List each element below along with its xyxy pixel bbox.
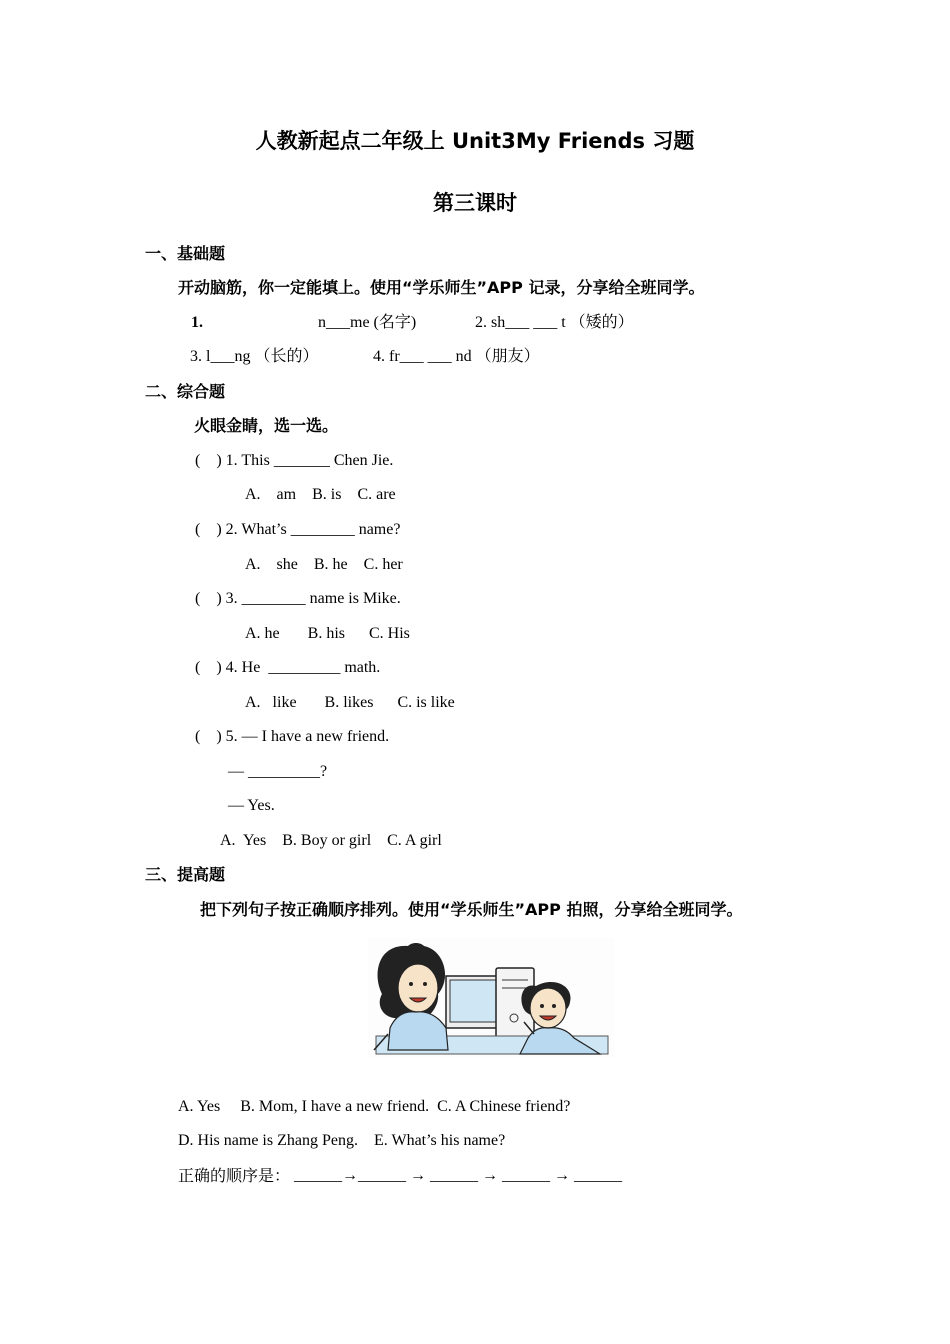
s2-q5-line3: — Yes. (228, 797, 275, 814)
s1-q2: 2. sh___ ___ t （矮的） (475, 314, 634, 331)
s2-q1: ( ) 1. This _______ Chen Jie. (195, 452, 394, 469)
s3-order-label: 正确的顺序是： (178, 1166, 291, 1185)
s2-q5-line2: — _________? (228, 763, 328, 780)
section3-heading: 三、提高题 (145, 865, 226, 884)
section1-instruction: 开动脑筋，你一定能填上。使用“学乐师生”APP 记录，分享给全班同学。 (178, 278, 705, 297)
mother-face-shape (398, 964, 438, 1012)
s3-options-line2: D. His name is Zhang Peng. E. What’s his name? (178, 1132, 506, 1149)
page-title: 人教新起点二年级上 Unit3My Friends 习题 (255, 129, 695, 153)
s2-q3: ( ) 3. ________ name is Mike. (195, 590, 401, 607)
s2-q4: ( ) 4. He _________ math. (195, 659, 381, 676)
lesson-title: 第三课时 (433, 191, 517, 215)
s1-q1: n___me (名字) (318, 314, 417, 331)
s2-q2-options: A. she B. he C. her (245, 556, 403, 573)
section1-heading: 一、基础题 (145, 244, 226, 263)
s2-q2: ( ) 2. What’s ________ name? (195, 521, 401, 538)
s2-q5: ( ) 5. — I have a new friend. (195, 728, 390, 745)
s2-q3-options: A. he B. his C. His (245, 625, 410, 642)
s3-order-blanks: ______→______ → ______ → ______ → ______ (294, 1167, 622, 1184)
s2-q4-options: A. like B. likes C. is like (245, 694, 455, 711)
s3-options-line1: A. Yes B. Mom, I have a new friend. C. A Chinese friend? (178, 1098, 571, 1115)
s2-q1-options: A. am B. is C. are (245, 486, 396, 503)
section2-heading: 二、综合题 (145, 382, 226, 401)
section3-instruction: 把下列句子按正确顺序排列。使用“学乐师生”APP 拍照，分享给全班同学。 (200, 900, 743, 919)
s1-q1-number: 1. (191, 314, 203, 331)
boy-face-shape (530, 988, 566, 1028)
s2-q5-options: A. Yes B. Boy or girl C. A girl (220, 832, 442, 849)
section2-instruction: 火眼金睛，选一选。 (194, 416, 339, 435)
s1-q3: 3. l___ng （长的） (190, 348, 319, 365)
mother-and-son-computer-illustration (368, 938, 614, 1058)
s1-q4: 4. fr___ ___ nd （朋友） (373, 348, 540, 365)
